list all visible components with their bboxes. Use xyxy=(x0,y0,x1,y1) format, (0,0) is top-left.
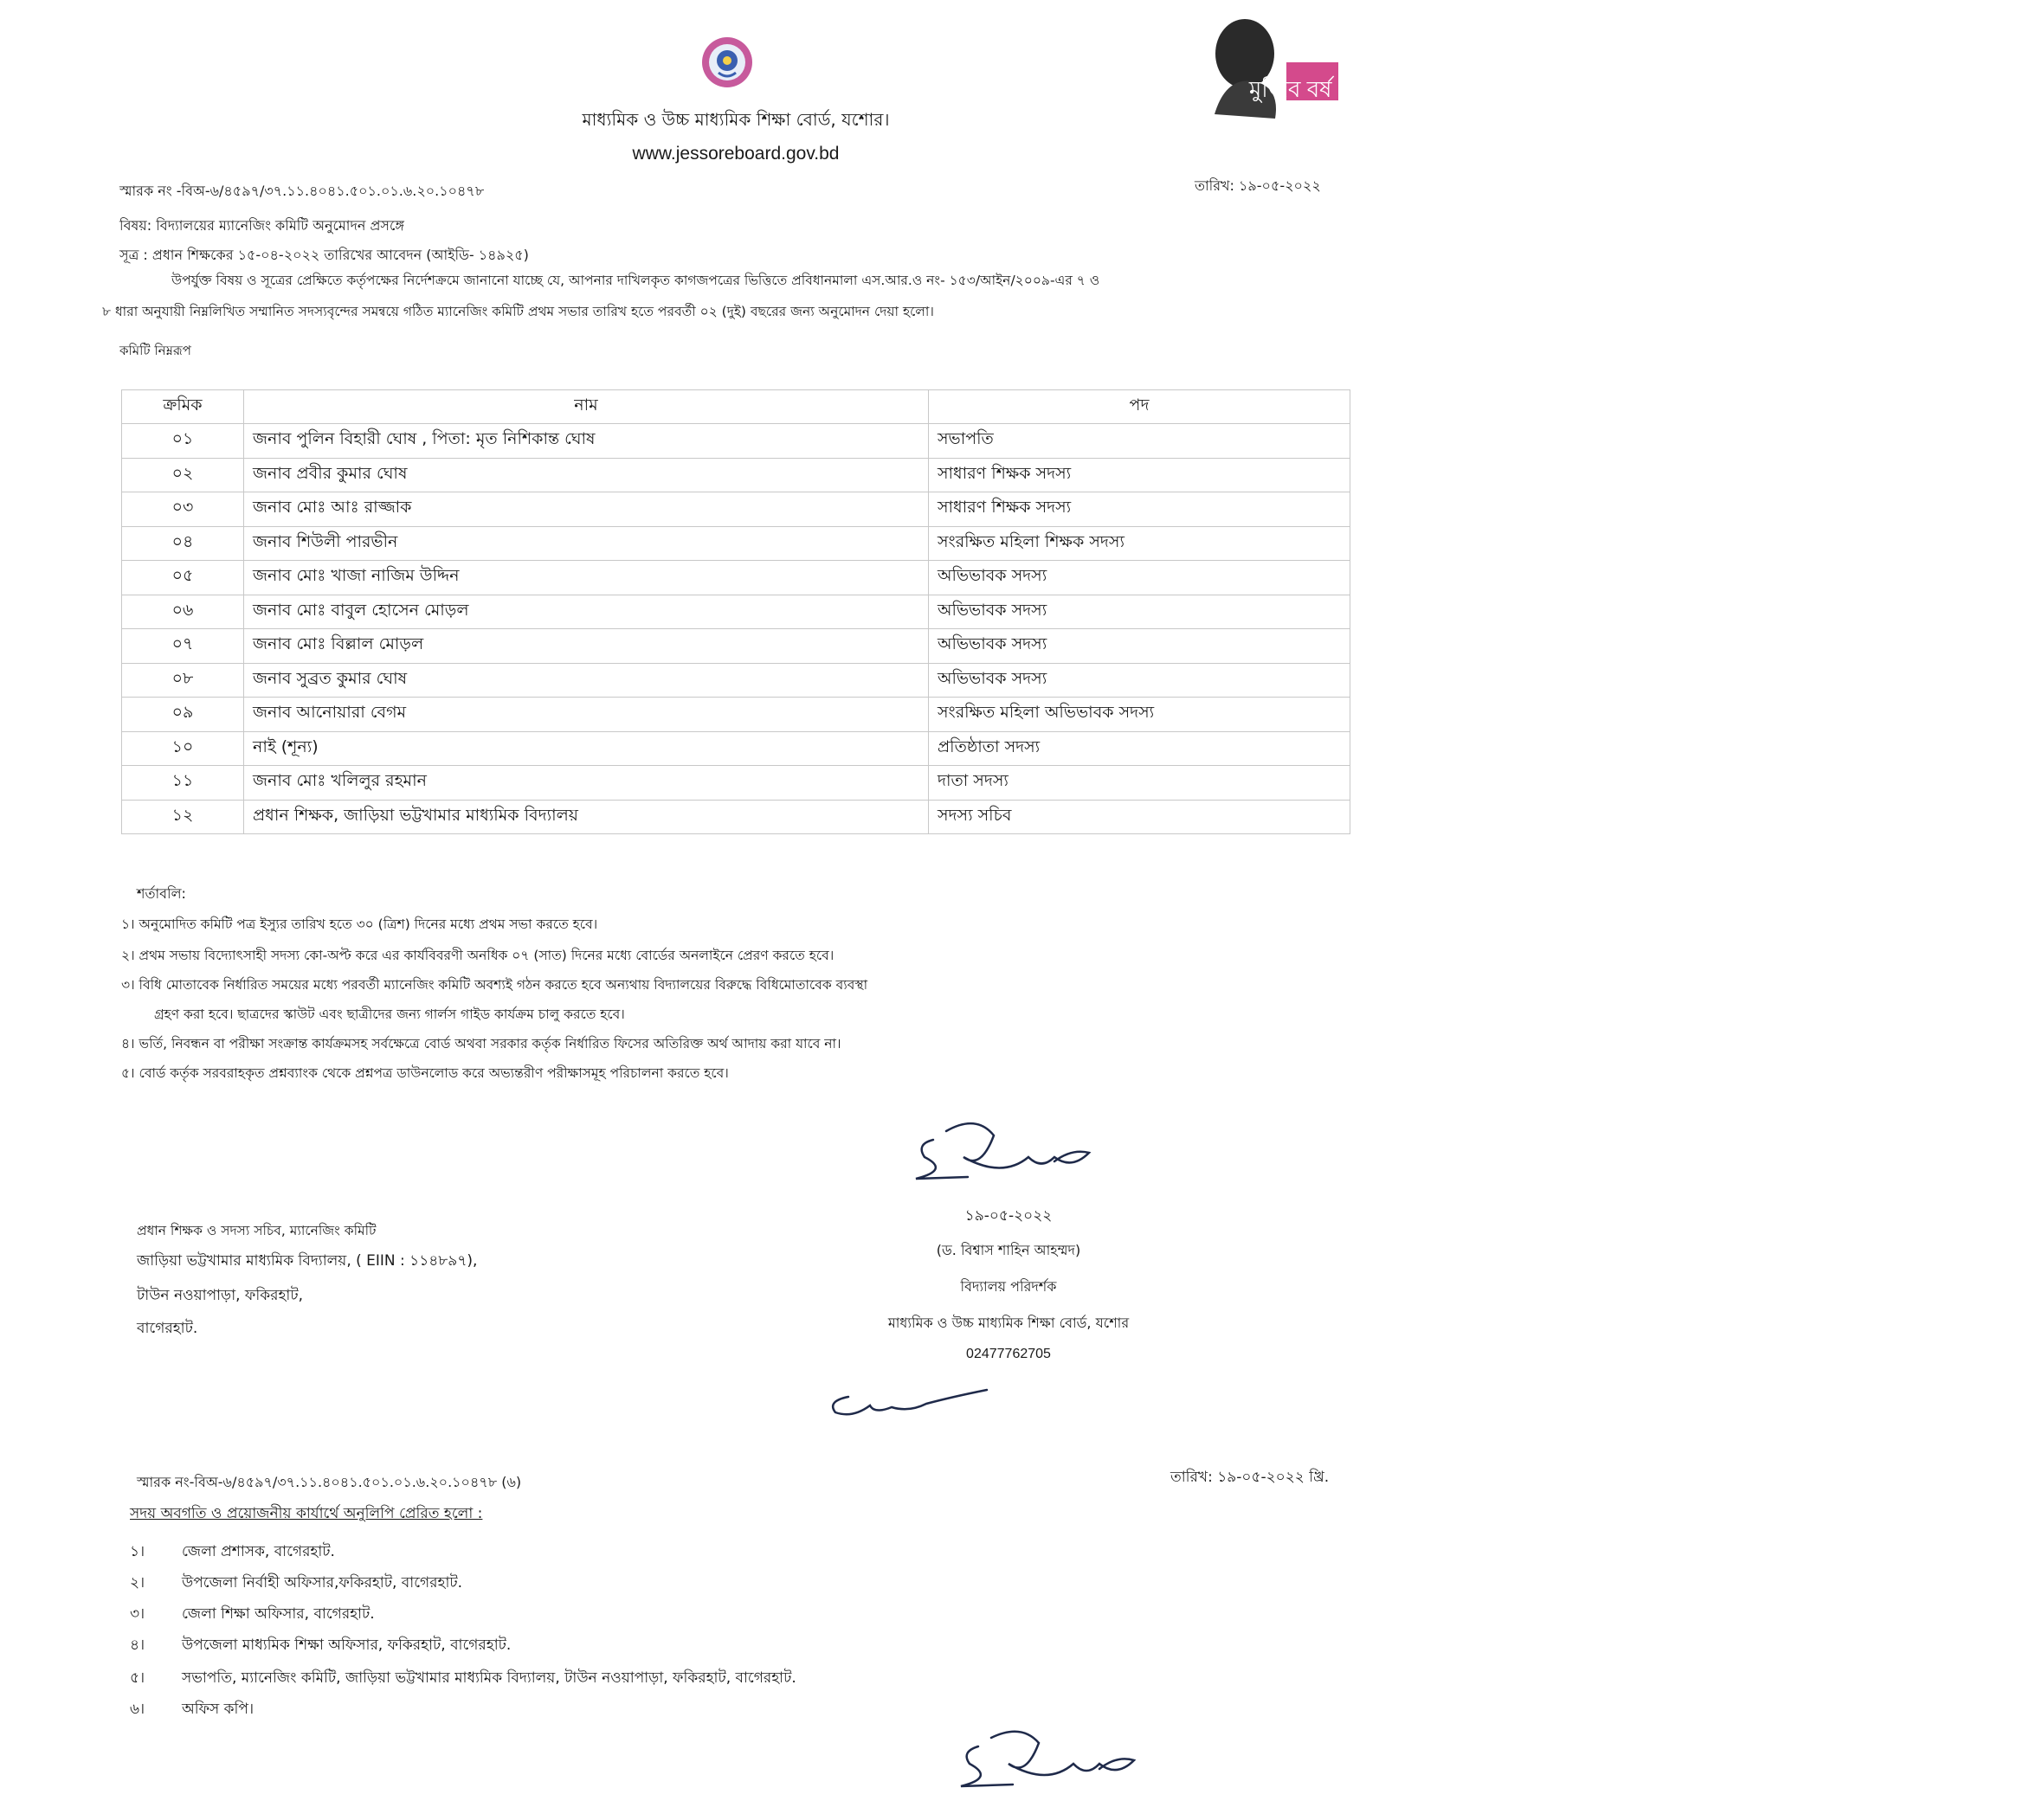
row-serial: ০২ xyxy=(122,458,244,492)
copy-item xyxy=(130,1540,335,1565)
mujib-borsho-logo xyxy=(1193,10,1376,123)
row-serial: ০৬ xyxy=(122,595,244,629)
table-row xyxy=(122,458,1350,492)
board-name: মাধ্যমিক ও উচ্চ মাধ্যমিক শিক্ষা বোর্ড, যশোর। xyxy=(582,109,890,130)
copy-item-text: উপজেলা নির্বাহী অফিসার,ফকিরহাট, বাগেরহাট. xyxy=(182,1574,463,1592)
row-name: জনাব সুব্রত কুমার ঘোষ xyxy=(244,663,929,698)
row-name: জনাব মোঃ আঃ রাজ্জাক xyxy=(244,492,929,527)
row-serial: ১১ xyxy=(122,766,244,801)
copy-item xyxy=(130,1667,796,1691)
row-name: জনাব শিউলী পারভীন xyxy=(244,526,929,561)
board-logo xyxy=(699,35,755,90)
copy-item-number: ৩। xyxy=(130,1605,145,1623)
term-item: ৪। ভর্তি, নিবন্ধন বা পরীক্ষা সংক্রান্ত কার্যক্রমসহ সর্বক্ষেত্রে বোর্ড অথবা সরকার কর্তৃক নির্ধারিত ফিসের অতিরিক্ত অর্থ আদায় করা যাবে না। xyxy=(121,1036,841,1051)
table-row xyxy=(122,492,1350,527)
copy-item-text: জেলা প্রশাসক, বাগেরহাট. xyxy=(182,1543,335,1560)
reference-line: সূত্র : প্রধান শিক্ষকের ১৫-০৪-২০২২ তারিখের আবেদন (আইডি- ১৪৯২৫) xyxy=(119,247,529,263)
header-serial: ক্রমিক xyxy=(122,390,244,424)
subject-line: বিষয়: বিদ্যালয়ের ম্যানেজিং কমিটি অনুমোদন প্রসঙ্গে xyxy=(119,217,405,234)
table-row xyxy=(122,800,1350,834)
row-post: সংরক্ষিত মহিলা অভিভাবক সদস্য xyxy=(929,698,1350,732)
row-name: জনাব মোঃ বাবুল হোসেন মোড়ল xyxy=(244,595,929,629)
row-name: প্রধান শিক্ষক, জাড়িয়া ভট্টখামার মাধ্যমিক বিদ্যালয় xyxy=(244,800,929,834)
copy-item xyxy=(130,1603,375,1627)
term-item: ১। অনুমোদিত কমিটি পত্র ইস্যুর তারিখ হতে ৩০ (ত্রিশ) দিনের মধ্যে প্রথম সভা করতে হবে। xyxy=(121,916,598,932)
term-item: ৫। বোর্ড কর্তৃক সরবরাহকৃত প্রশ্নব্যাংক থেকে প্রশ্নপত্র ডাউনলোড করে অভ্যন্তরীণ পরীক্ষাসমূহ পরিচালনা করতে হবে। xyxy=(121,1065,729,1081)
row-post: সাধারণ শিক্ষক সদস্য xyxy=(929,458,1350,492)
row-serial: ০৪ xyxy=(122,526,244,561)
row-name: জনাব আনোয়ারা বেগম xyxy=(244,698,929,732)
copy-item-text: উপজেলা মাধ্যমিক শিক্ষা অফিসার, ফকিরহাট, বাগেরহাট. xyxy=(182,1637,512,1654)
terms-title: শর্তাবলি: xyxy=(137,885,186,902)
copy-item-number: ৪। xyxy=(130,1637,145,1654)
term-item: ২। প্রথম সভায় বিদ্যোৎসাহী সদস্য কো-অপ্ট করে এর কার্যবিবরণী অনধিক ০৭ (সাত) দিনের মধ্যে বোর্ডের অনলাইনে প্রেরণ করতে হবে। xyxy=(121,948,835,963)
recipient-line: প্রধান শিক্ষক ও সদস্য সচিব, ম্যানেজিং কমিটি xyxy=(137,1223,377,1238)
committee-table xyxy=(121,389,1350,834)
row-post: অভিভাবক সদস্য xyxy=(929,561,1350,595)
table-row xyxy=(122,766,1350,801)
recipient-line: টাউন নওয়াপাড়া, ফকিরহাট, xyxy=(137,1287,303,1304)
copy-item-text: অফিস কপি। xyxy=(182,1701,255,1718)
signature-date: ১৯-০৫-২০২২ xyxy=(964,1207,1053,1225)
row-serial: ০১ xyxy=(122,424,244,459)
memo-number: স্মারক নং -বিঅ-৬/৪৫৯৭/৩৭.১১.৪০৪১.৫০১.০১.৬.২০.১০৪৭৮ xyxy=(119,183,485,199)
signatory-name: (ড. বিশ্বাস শাহিন আহম্মদ) xyxy=(936,1242,1081,1258)
table-row xyxy=(122,595,1350,629)
stamp-text: মুজিব বর্ষ 100 xyxy=(1248,76,1376,102)
table-row xyxy=(122,424,1350,459)
row-serial: ০৭ xyxy=(122,629,244,664)
row-post: সভাপতি xyxy=(929,424,1350,459)
header-name: নাম xyxy=(244,390,929,424)
row-post: সাধারণ শিক্ষক সদস্য xyxy=(929,492,1350,527)
copy-item-number: ৬। xyxy=(130,1701,145,1718)
row-serial: ১২ xyxy=(122,800,244,834)
signature-copy xyxy=(944,1727,1151,1797)
signature-inspector xyxy=(899,1118,1106,1187)
table-header-row xyxy=(122,390,1350,424)
copy-item xyxy=(130,1698,254,1722)
copy-item-number: ৫। xyxy=(130,1669,145,1687)
row-post: সদস্য সচিব xyxy=(929,800,1350,834)
header-post: পদ xyxy=(929,390,1350,424)
row-post: অভিভাবক সদস্য xyxy=(929,629,1350,664)
recipient-line: বাগেরহাট. xyxy=(137,1320,198,1337)
row-serial: ০৫ xyxy=(122,561,244,595)
row-post: দাতা সদস্য xyxy=(929,766,1350,801)
copy-date: তারিখ: ১৯-০৫-২০২২ খ্রি. xyxy=(1170,1469,1330,1486)
row-name: জনাব মোঃ খাজা নাজিম উদ্দিন xyxy=(244,561,929,595)
table-row xyxy=(122,731,1350,766)
row-name: নাই (শূন্য) xyxy=(244,731,929,766)
table-row xyxy=(122,526,1350,561)
copy-item-number: ২। xyxy=(130,1574,145,1592)
copy-memo-number: স্মারক নং-বিঅ-৬/৪৫৯৭/৩৭.১১.৪০৪১.৫০১.০১.৬.২০.১০৪৭৮ (৬) xyxy=(137,1474,522,1490)
copy-title: সদয় অবগতি ও প্রয়োজনীয় কার্যার্থে অনুলিপি প্রেরিত হলো : xyxy=(130,1505,483,1522)
signature-initials xyxy=(822,1379,1004,1423)
committee-intro: কমিটি নিম্নরূপ xyxy=(119,343,191,358)
row-serial: ০৯ xyxy=(122,698,244,732)
row-serial: ০৮ xyxy=(122,663,244,698)
row-serial: ১০ xyxy=(122,731,244,766)
row-name: জনাব মোঃ খলিলুর রহমান xyxy=(244,766,929,801)
row-post: অভিভাবক সদস্য xyxy=(929,595,1350,629)
term-item: গ্রহণ করা হবে। ছাত্রদের স্কাউট এবং ছাত্রীদের জন্য গার্লস গাইড কার্যক্রম চালু করতে হবে। xyxy=(154,1006,625,1022)
copy-item-text: সভাপতি, ম্যানেজিং কমিটি, জাড়িয়া ভট্টখামার মাধ্যমিক বিদ্যালয়, টাউন নওয়াপাড়া, ফকিরহাট, বাগেরহাট. xyxy=(182,1669,796,1687)
body-paragraph-line-2: ৮ ধারা অনুযায়ী নিম্নলিখিত সম্মানিত সদস্যবৃন্দের সমন্বয়ে গঠিত ম্যানেজিং কমিটি প্রথম সভার তারিখ হতে পরবর্তী ০২ (দুই) বছরের জন্য অনুমোদন দেয়া হলো। xyxy=(102,304,934,319)
copy-item-number: ১। xyxy=(130,1543,145,1560)
row-post: অভিভাবক সদস্য xyxy=(929,663,1350,698)
body-paragraph-line-1: উপর্যুক্ত বিষয় ও সূত্রের প্রেক্ষিতে কর্তৃপক্ষের নির্দেশক্রমে জানানো যাচ্ছে যে, আপনার দাখিলকৃত কাগজপত্রের ভিত্তিতে প্রবিধানমালা এস.আর.ও নং- ১৫৩/আইন/২০০৯-এর ৭ ও xyxy=(171,273,1100,288)
table-row xyxy=(122,629,1350,664)
board-website: www.jessoreboard.gov.bd xyxy=(632,144,840,164)
row-name: জনাব পুলিন বিহারী ঘোষ , পিতা: মৃত নিশিকান্ত ঘোষ xyxy=(244,424,929,459)
copy-item xyxy=(130,1634,511,1658)
table-row xyxy=(122,561,1350,595)
copy-item-text: জেলা শিক্ষা অফিসার, বাগেরহাট. xyxy=(182,1605,375,1623)
table-row xyxy=(122,698,1350,732)
row-name: জনাব মোঃ বিল্লাল মোড়ল xyxy=(244,629,929,664)
signatory-office: মাধ্যমিক ও উচ্চ মাধ্যমিক শিক্ষা বোর্ড, যশোর xyxy=(887,1315,1130,1331)
row-post: সংরক্ষিত মহিলা শিক্ষক সদস্য xyxy=(929,526,1350,561)
row-post: প্রতিষ্ঠাতা সদস্য xyxy=(929,731,1350,766)
copy-item xyxy=(130,1572,462,1596)
letter-date: তারিখ: ১৯-০৫-২০২২ xyxy=(1195,177,1321,194)
row-serial: ০৩ xyxy=(122,492,244,527)
signatory-designation: বিদ্যালয় পরিদর্শক xyxy=(960,1278,1057,1295)
term-item: ৩। বিধি মোতাবেক নির্ধারিত সময়ের মধ্যে পরবর্তী ম্যানেজিং কমিটি অবশ্যই গঠন করতে হবে অন্যথায় বিদ্যালয়ের বিরুদ্ধে বিধিমোতাবেক ব্যবস্থা xyxy=(121,977,868,993)
row-name: জনাব প্রবীর কুমার ঘোষ xyxy=(244,458,929,492)
recipient-line: জাড়িয়া ভট্টখামার মাধ্যমিক বিদ্যালয়, ( EIIN : ১১৪৮৯৭), xyxy=(137,1252,478,1270)
table-row xyxy=(122,663,1350,698)
signatory-phone: 02477762705 xyxy=(966,1347,1051,1361)
